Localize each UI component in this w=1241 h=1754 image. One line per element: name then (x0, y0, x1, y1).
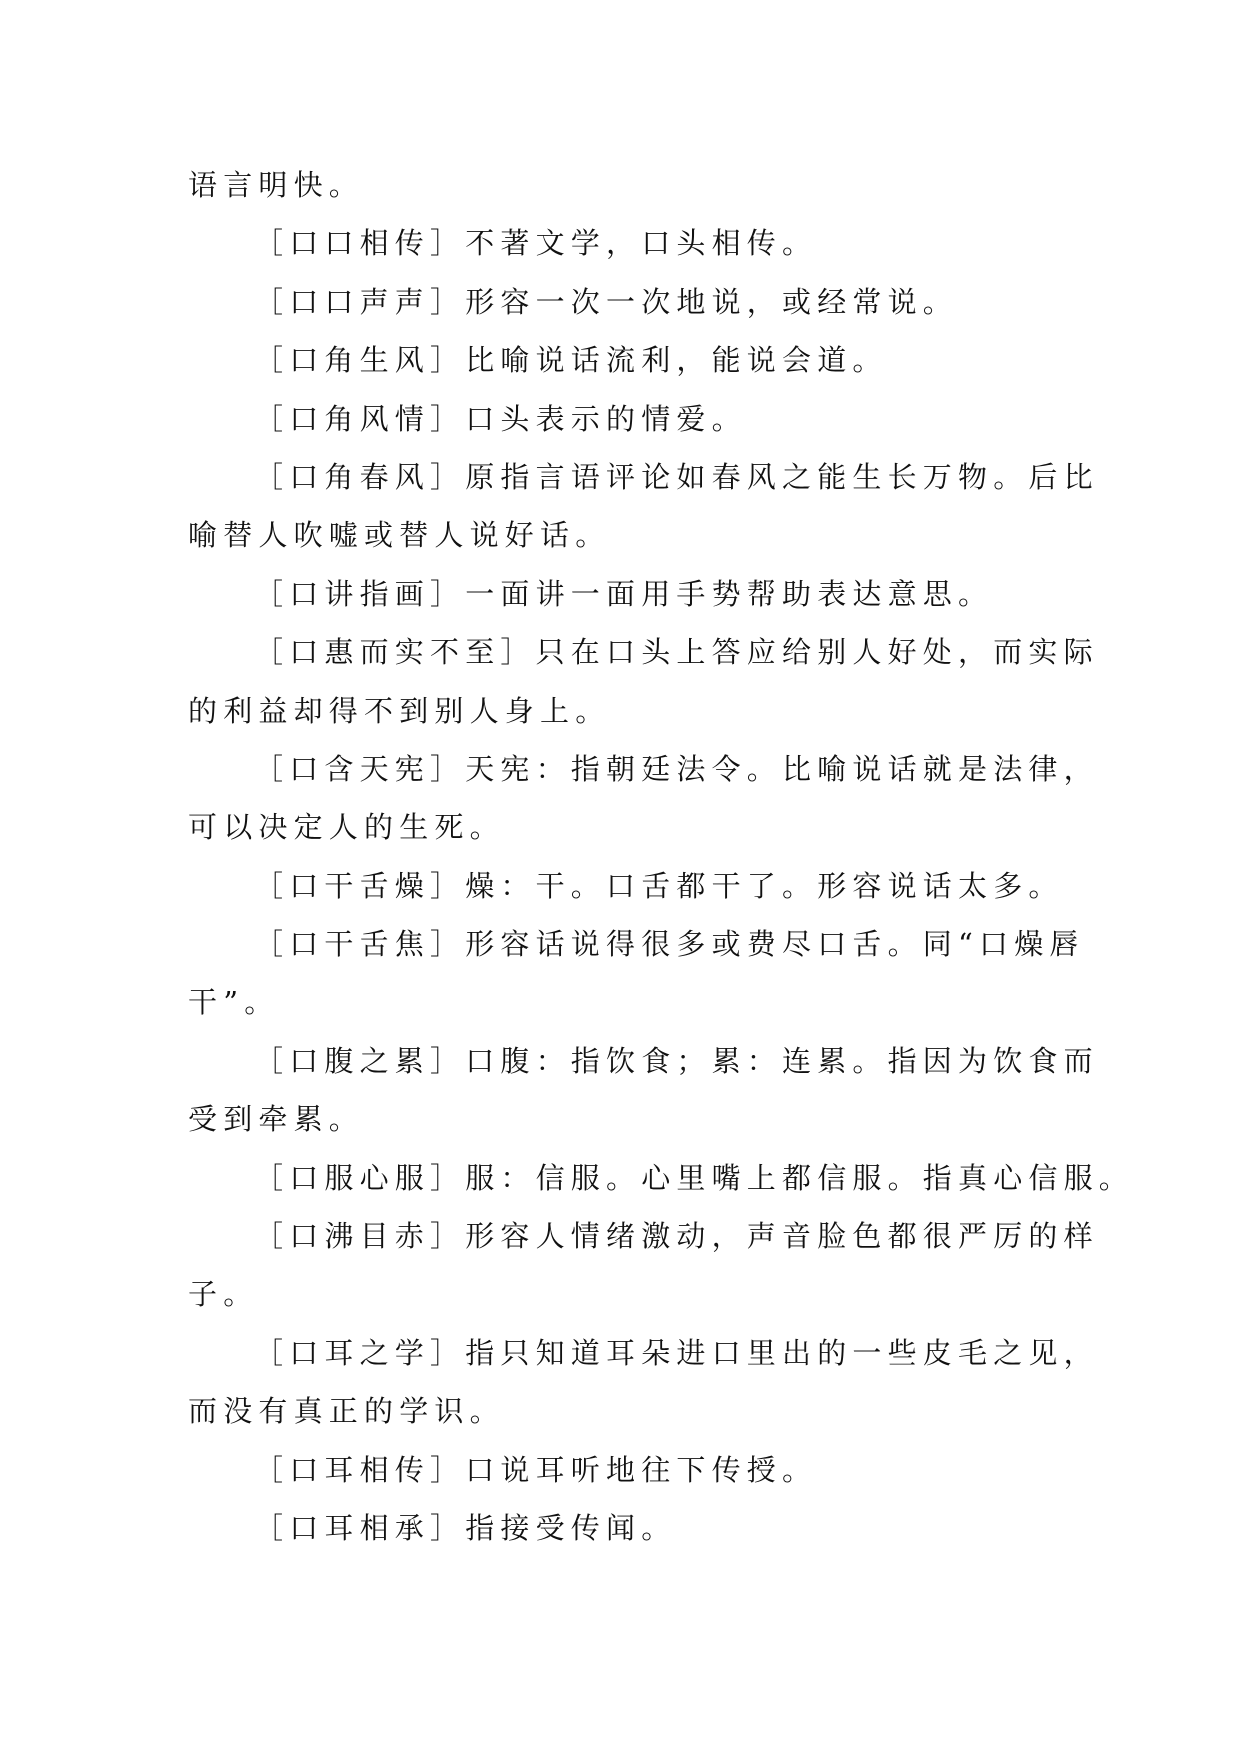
text-line: 受到牵累。 (188, 1102, 365, 1137)
idiom-entry: ［口角生风］比喻说话流利，能说会道。 (254, 343, 888, 378)
idiom-entry: ［口惠而实不至］只在口头上答应给别人好处，而实际 (254, 635, 1099, 670)
idiom-entry: ［口沸目赤］形容人情绪激动，声音脸色都很严厉的样 (254, 1219, 1099, 1254)
idiom-entry: ［口角风情］口头表示的情爱。 (254, 401, 747, 436)
idiom-entry: ［口干舌燥］燥：干。口舌都干了。形容说话太多。 (254, 868, 1064, 903)
idiom-entry: ［口腹之累］口腹：指饮食；累：连累。指因为饮食而 (254, 1043, 1099, 1078)
idiom-entry: ［口干舌焦］形容话说得很多或费尽口舌。同“口燥唇 (254, 927, 1085, 962)
idiom-entry: ［口角春风］原指言语评论如春风之能生长万物。后比 (254, 459, 1099, 494)
idiom-entry: ［口含天宪］天宪：指朝廷法令。比喻说话就是法律， (254, 751, 1099, 786)
idiom-entry: ［口服心服］服：信服。心里嘴上都信服。指真心信服。 (254, 1160, 1135, 1195)
idiom-entry: ［口口声声］形容一次一次地说，或经常说。 (254, 284, 959, 319)
document-page (188, 156, 1135, 1557)
text-line: 语言明快。 (188, 168, 365, 202)
idiom-entry: ［口耳相传］口说耳听地往下传授。 (254, 1452, 818, 1487)
text-line: 而没有真正的学识。 (188, 1394, 505, 1429)
text-line: 的利益却得不到别人身上。 (188, 693, 611, 728)
idiom-entry: ［口耳相承］指接受传闻。 (254, 1510, 677, 1545)
idiom-entry: ［口口相传］不著文学，口头相传。 (254, 226, 818, 261)
idiom-entry: ［口讲指画］一面讲一面用手势帮助表达意思。 (254, 576, 994, 611)
text-line: 干”。 (188, 985, 280, 1020)
idiom-entry: ［口耳之学］指只知道耳朵进口里出的一些皮毛之见， (254, 1335, 1099, 1370)
text-line: 可以决定人的生死。 (188, 810, 505, 845)
text-line: 喻替人吹嘘或替人说好话。 (188, 518, 611, 553)
text-line: 子。 (188, 1277, 259, 1312)
